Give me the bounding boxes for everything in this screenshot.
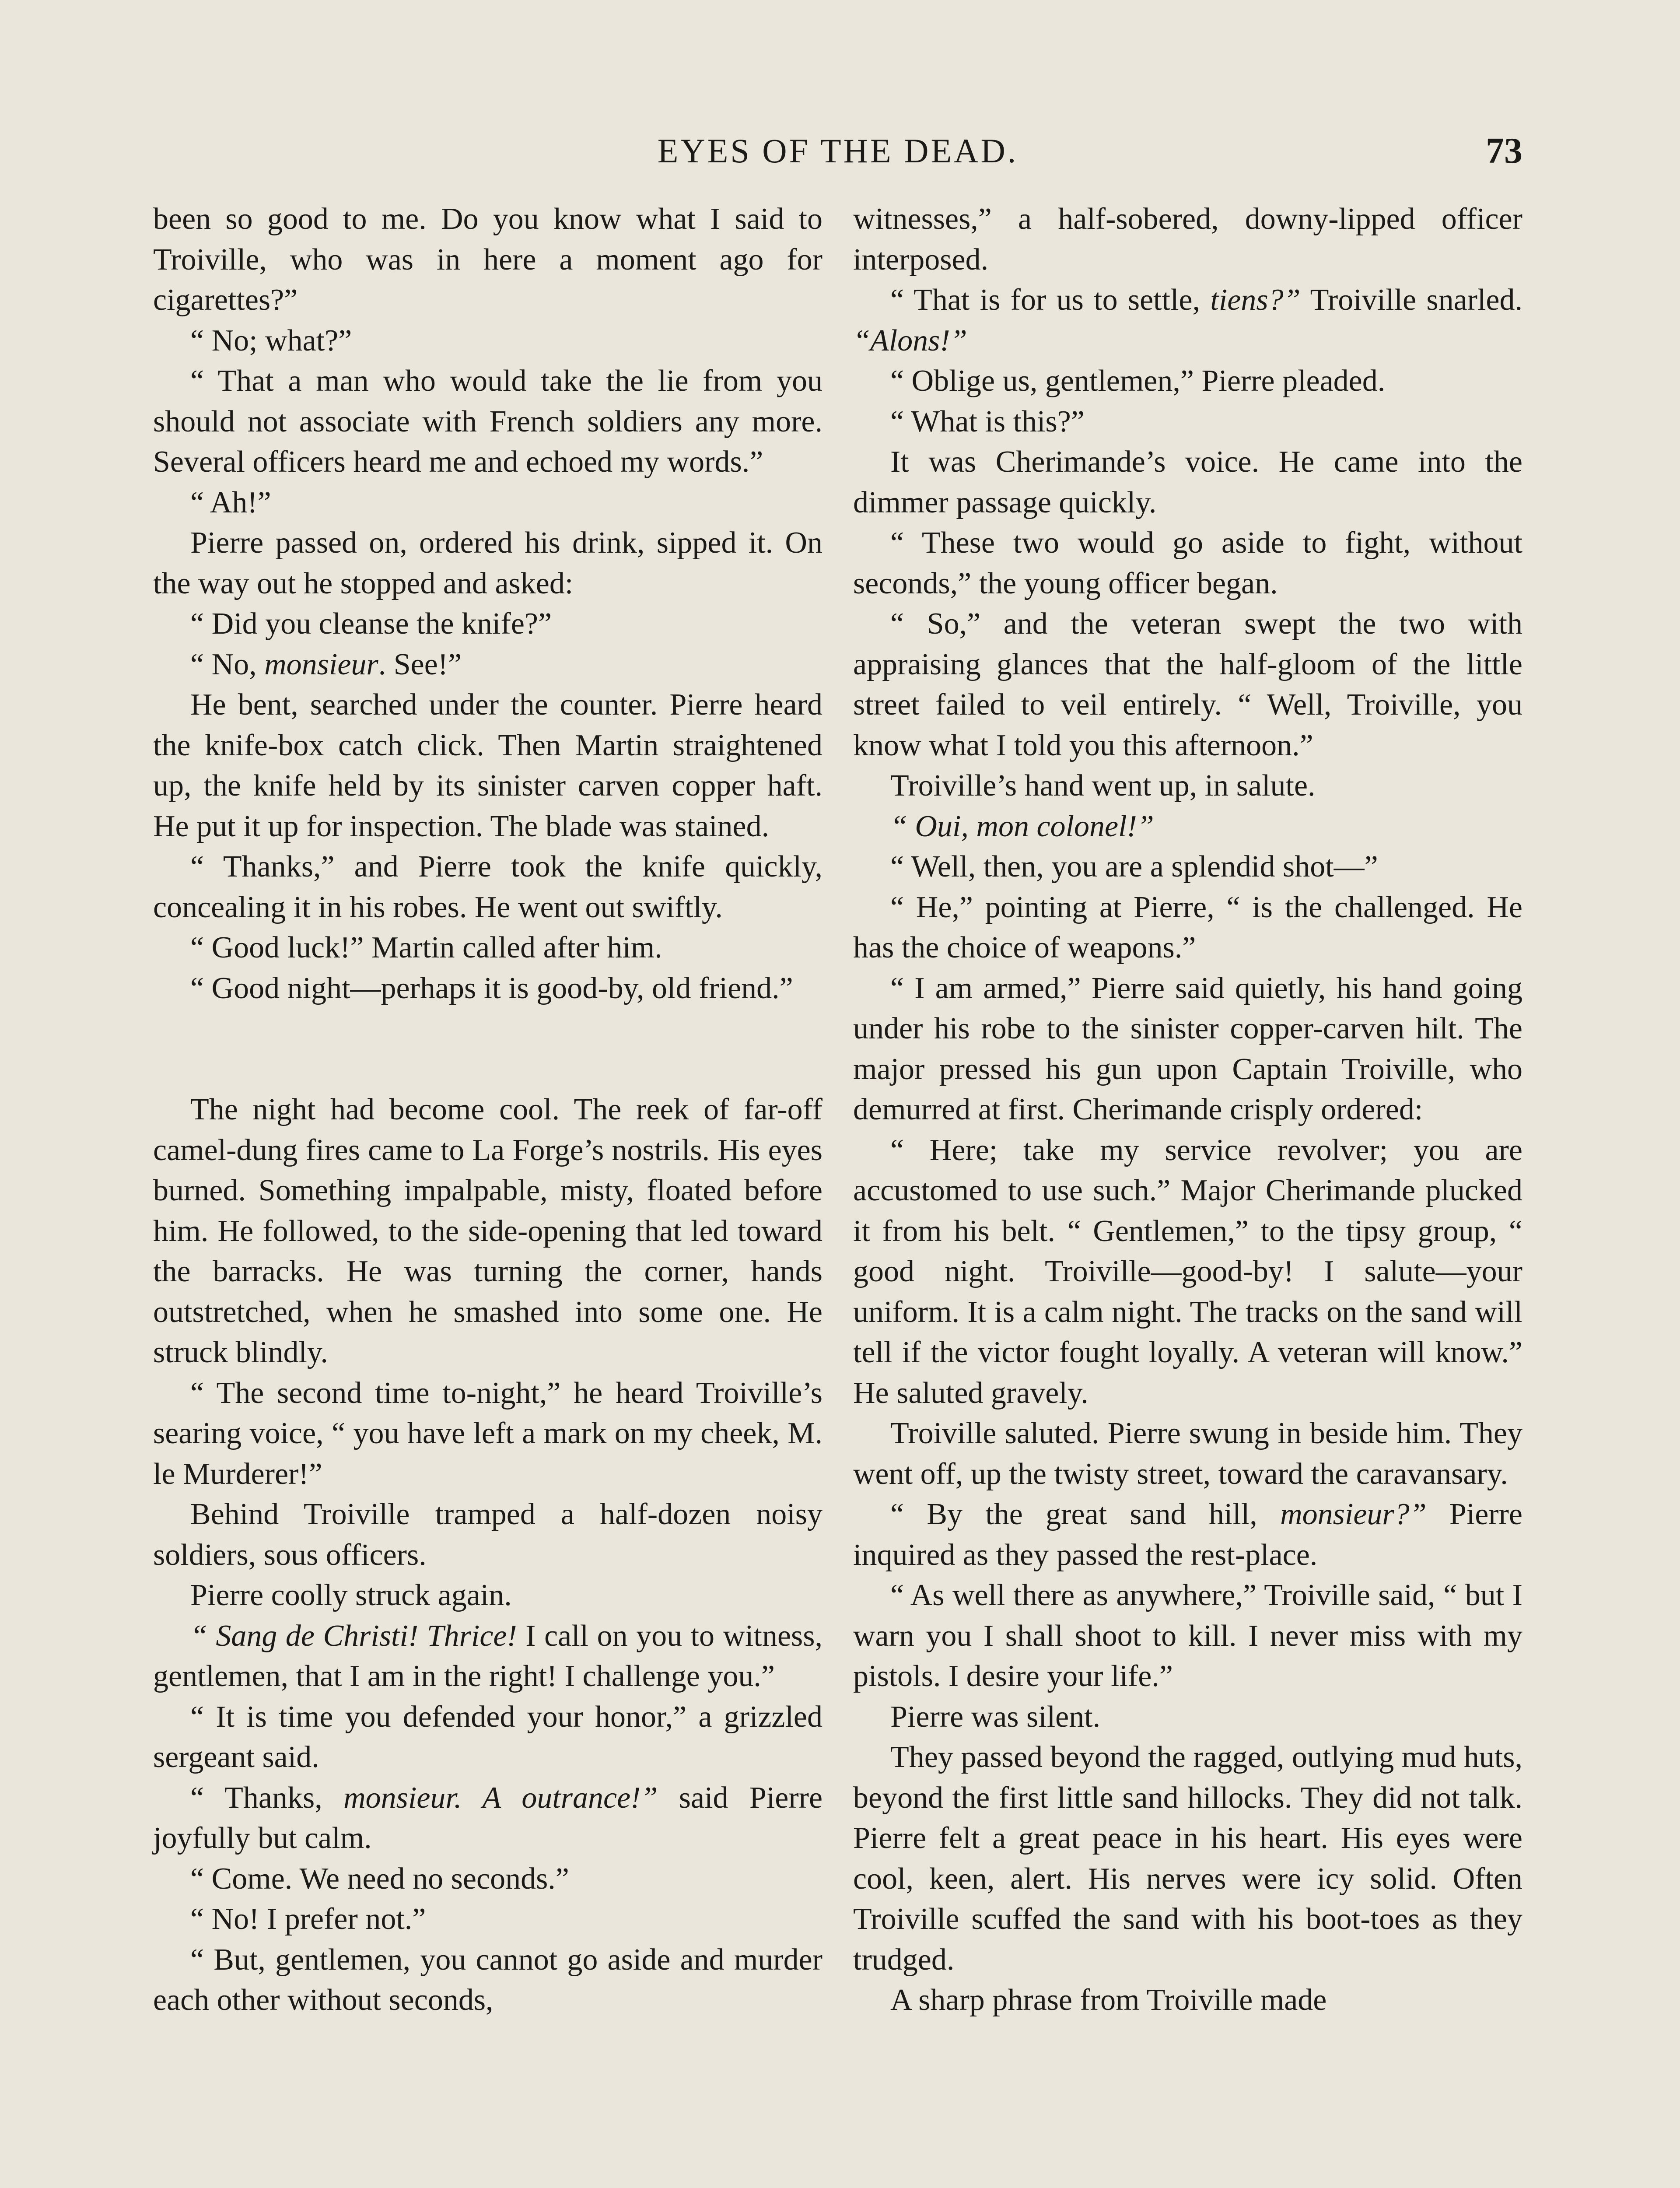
paragraph: witnesses,” a half-sobered, downy-lipped officer interposed. — [853, 202, 1522, 277]
paragraph: “ Good luck!” Martin called after him. — [190, 931, 662, 964]
paragraph: “ Here; take my service revolver; you are accustomed to use such.” Major Cherimande plucked it from his belt. “ Gentlemen,” to the tipsy group, “ good night. Troiville—good-by! I salute—your uniform. It is a calm night. The tracks on the sand will tell if the victor fought loyally. A veteran will know.” He saluted gravely. — [853, 1133, 1522, 1410]
paragraph: “ Oblige us, gentlemen,” Pierre pleaded. — [890, 364, 1386, 398]
paragraph: “ Oui, mon colonel!” — [890, 809, 1154, 843]
page-header — [153, 127, 1522, 175]
paragraph: “ That a man who would take the lie from you should not associate with French soldiers any more. Several officers heard me and echoed my words.” — [153, 364, 822, 479]
paragraph: “ It is time you defended your honor,” a grizzled sergeant said. — [153, 1700, 822, 1774]
paragraph: “ These two would go aside to fight, without seconds,” the young officer began. — [853, 526, 1522, 600]
paragraph: The night had become cool. The reek of far-off camel-dung fires came to La Forge’s nostrils. His eyes burned. Something impalpable, misty, floated before him. He followed, to the side-opening that led toward the barracks. He was turning the corner, hands outstretched, when he smashed into some one. He struck blindly. — [153, 1093, 822, 1369]
paragraph: “ The second time to-night,” he heard Troiville’s searing voice, “ you have left a mark on my cheek, M. le Murderer!” — [153, 1376, 822, 1491]
page-number: 73 — [1486, 130, 1522, 171]
paragraph: “ Thanks,” and Pierre took the knife quickly, concealing it in his robes. He went out swiftly. — [153, 850, 822, 924]
paragraph: “ Did you cleanse the knife?” — [190, 607, 552, 641]
paragraph: Pierre coolly struck again. — [190, 1578, 512, 1612]
paragraph: “ No; what?” — [190, 323, 352, 358]
paragraph: A sharp phrase from Troiville made — [890, 1983, 1327, 2017]
paragraph: He bent, searched under the counter. Pierre heard the knife-box catch click. Then Martin straightened up, the knife held by its sinister carven copper haft. He put it up for inspection. The blade was stained. — [153, 688, 822, 843]
paragraph: “ No! I prefer not.” — [190, 1902, 426, 1936]
paragraph: “ As well there as anywhere,” Troiville said, “ but I warn you I shall shoot to kill. I never miss with my pistols. I desire your life.” — [853, 1578, 1522, 1693]
paragraph: “ By the great sand hill, monsieur?” Pierre inquired as they passed the rest-place. — [853, 1497, 1522, 1572]
paragraph: “ No, monsieur. See!” — [190, 647, 462, 681]
right-column — [853, 199, 1522, 2021]
paragraph: “ I am armed,” Pierre said quietly, his hand going under his robe to the sinister copper-carven hilt. The major pressed his gun upon Captain Troiville, who demurred at first. Cherimande crisply ordered: — [853, 971, 1522, 1126]
left-column — [153, 199, 822, 2021]
paragraph: Pierre was silent. — [890, 1700, 1101, 1734]
paragraph: They passed beyond the ragged, outlying mud huts, beyond the first little sand hillocks. They did not talk. Pierre felt a great peace in his heart. His eyes were cool, keen, alert. His nerves were icy solid. Often Troiville scuffed the sand with his boot-toes as they trudged. — [853, 1740, 1522, 1977]
paragraph: “ What is this?” — [890, 404, 1085, 438]
paragraph: “ Come. We need no seconds.” — [190, 1862, 569, 1896]
paragraph: “ So,” and the veteran swept the two with appraising glances that the half-gloom of the little street failed to veil entirely. “ Well, Troiville, you know what I told you this afternoon.” — [853, 607, 1522, 762]
paragraph: “ Good night—perhaps it is good-by, old friend.” — [190, 971, 793, 1005]
section-break — [153, 1009, 822, 1090]
paragraph: Troiville saluted. Pierre swung in beside him. They went off, up the twisty street, toward the caravansary. — [853, 1417, 1522, 1491]
paragraph: Behind Troiville tramped a half-dozen noisy soldiers, sous officers. — [153, 1497, 822, 1572]
paragraph: “ Ah!” — [190, 485, 271, 519]
paragraph: “ He,” pointing at Pierre, “ is the challenged. He has the choice of weapons.” — [853, 890, 1522, 964]
paragraph: “ Thanks, monsieur. A outrance!” said Pierre joyfully but calm. — [153, 1781, 823, 1855]
paragraph: been so good to me. Do you know what I said to Troiville, who was in here a moment ago for cigarettes?” — [153, 202, 822, 317]
running-title: EYES OF THE DEAD. — [657, 132, 1018, 170]
paragraph: Pierre passed on, ordered his drink, sipped it. On the way out he stopped and asked: — [153, 526, 822, 600]
paragraph: “ But, gentlemen, you cannot go aside and murder each other without seconds, — [153, 1943, 822, 2017]
paragraph: “ Well, then, you are a splendid shot—” — [890, 850, 1378, 884]
paragraph: It was Cherimande’s voice. He came into the dimmer passage quickly. — [853, 445, 1522, 519]
paragraph: “ Sang de Christi! Thrice! I call on you to witness, gentlemen, that I am in the right! I challenge you.” — [153, 1619, 823, 1693]
paragraph: Troiville’s hand went up, in salute. — [890, 769, 1316, 803]
paragraph: “ That is for us to settle, tiens?” Troiville snarled. “Alons!” — [853, 283, 1522, 358]
